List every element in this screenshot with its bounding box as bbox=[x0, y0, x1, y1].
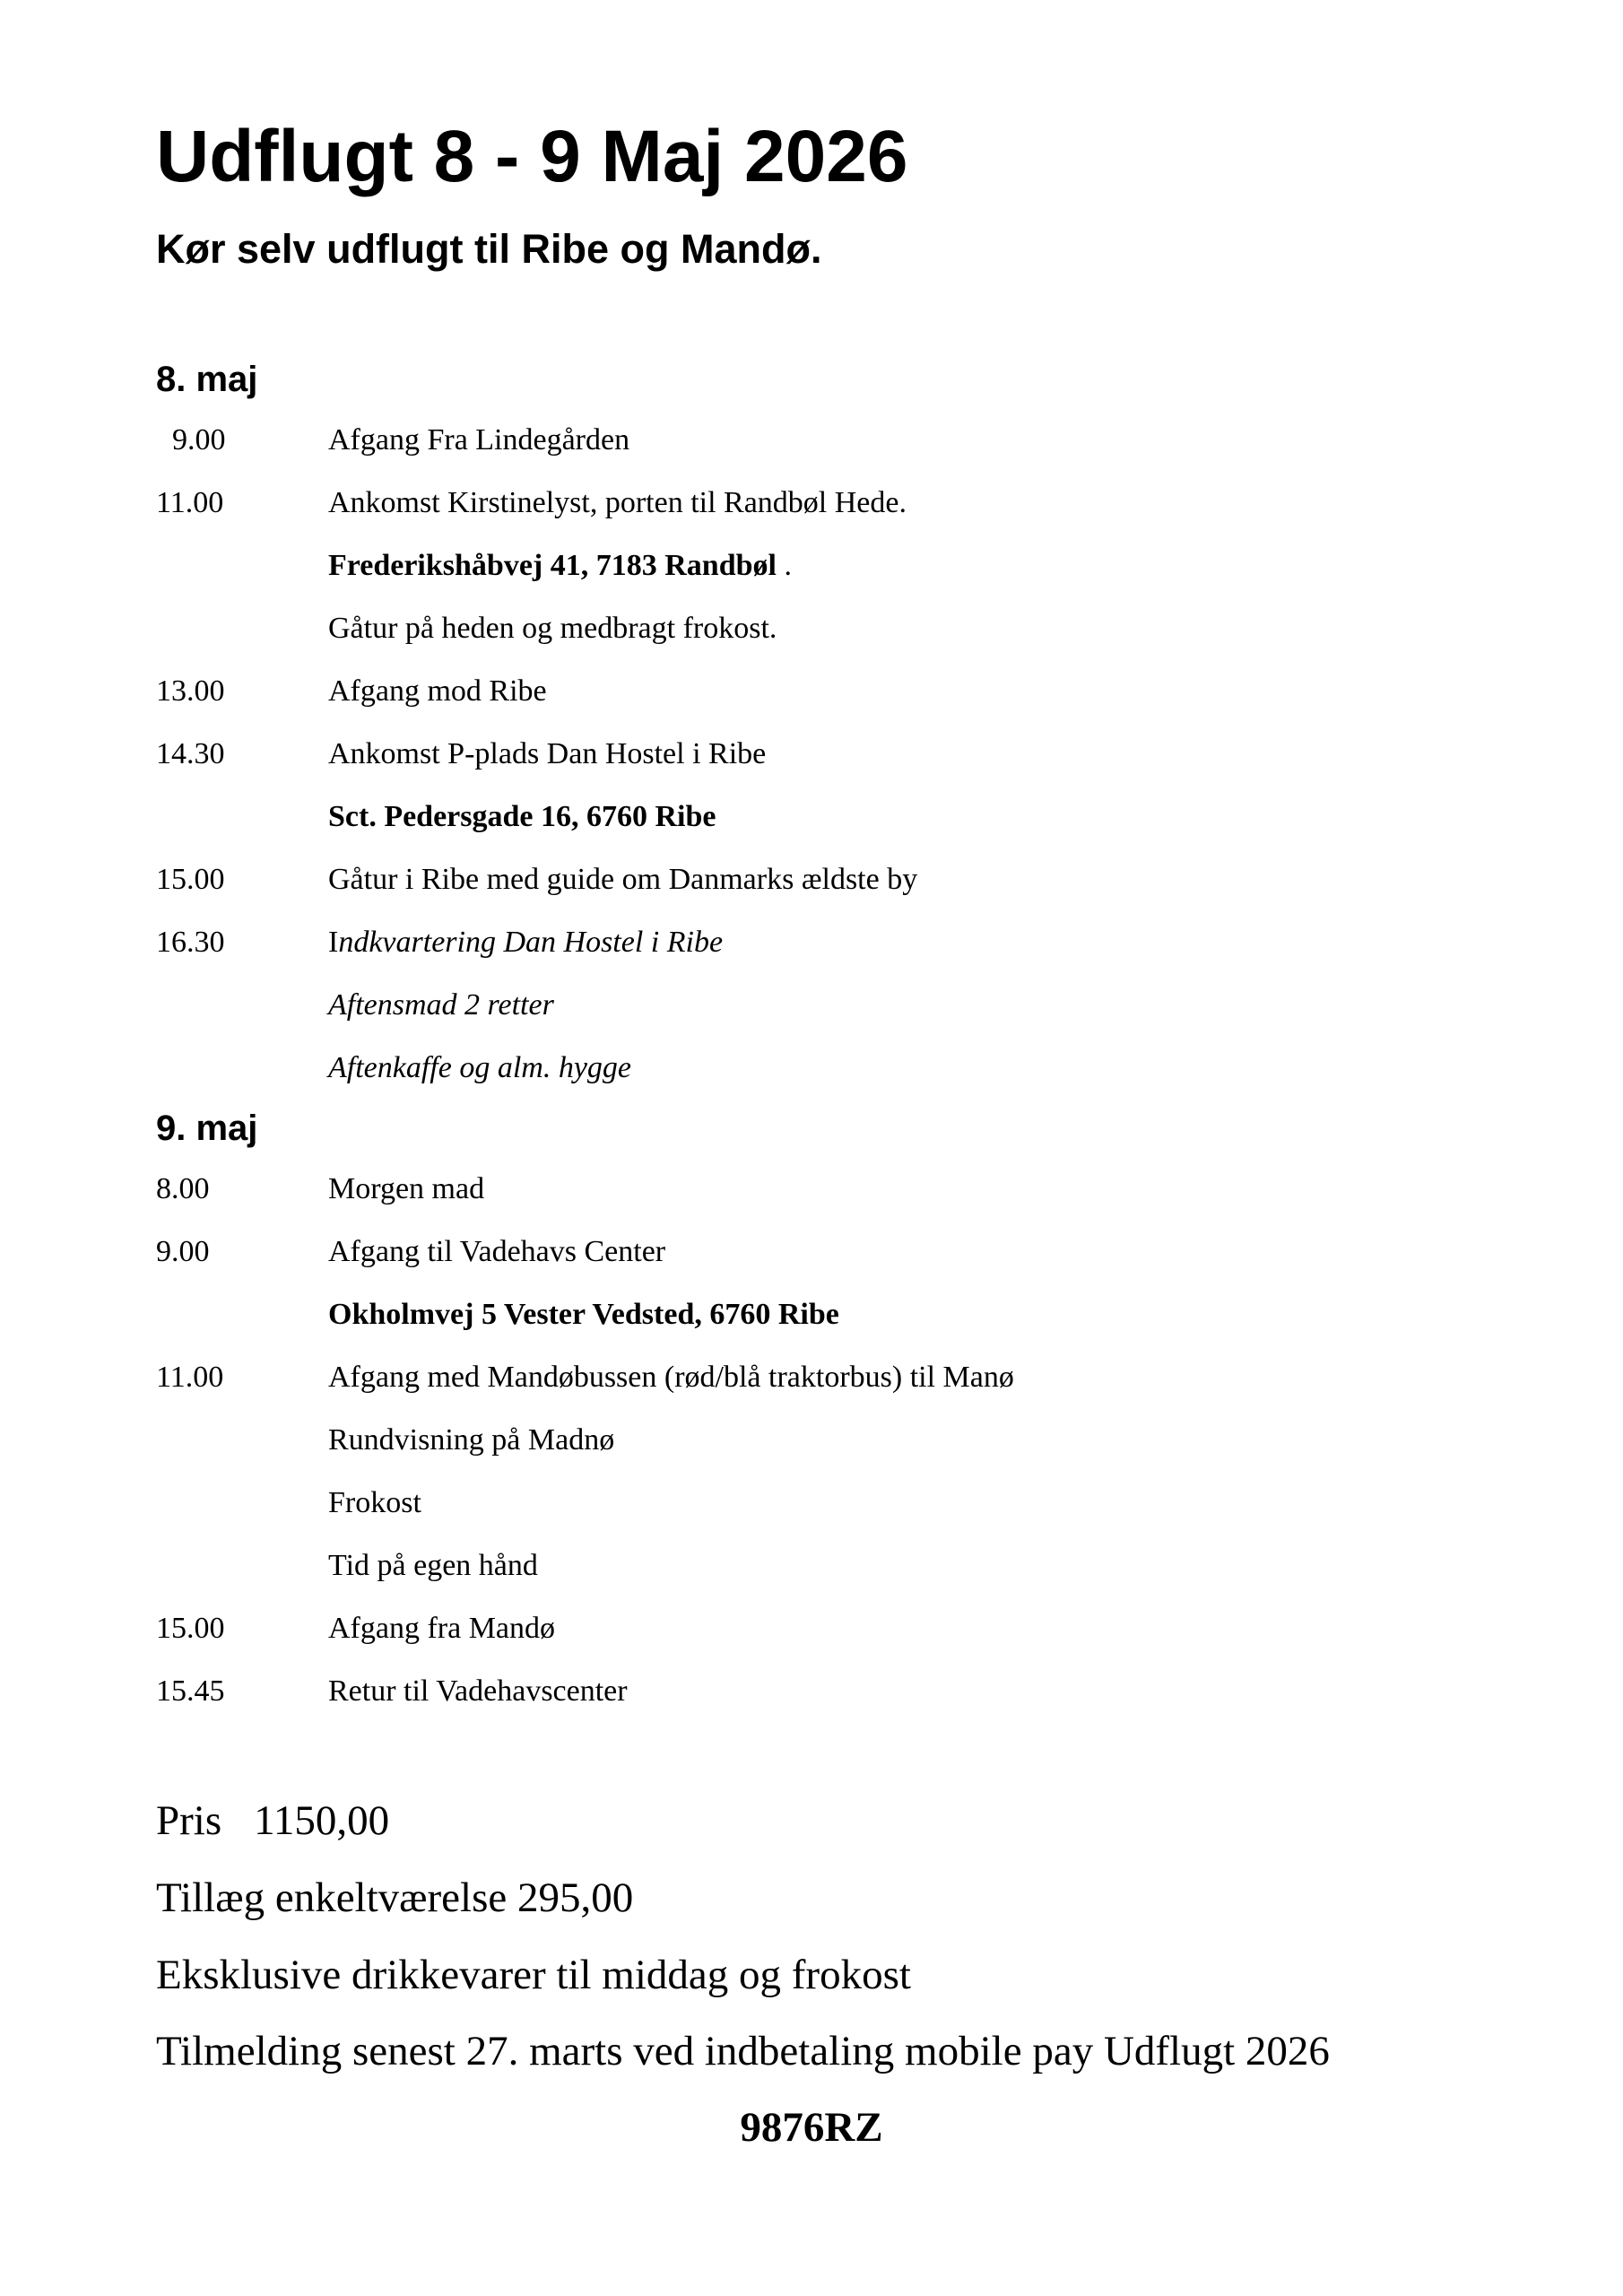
schedule-time: 9.00 bbox=[156, 1235, 210, 1268]
address-text: Okholmvej 5 Vester Vedsted, 6760 Ribe bbox=[328, 1298, 839, 1331]
schedule-row-address bbox=[156, 792, 1501, 842]
schedule-time: 14.30 bbox=[156, 737, 225, 770]
schedule-row bbox=[156, 1604, 1501, 1654]
address-text: Sct. Pedersgade 16, 6760 Ribe bbox=[328, 800, 716, 833]
schedule-text-prefix: I bbox=[328, 926, 339, 959]
schedule-row bbox=[156, 1164, 1501, 1214]
registration-note: Tilmelding senest 27. marts ved indbetaling mobile pay Udflugt 2026 bbox=[156, 2028, 1330, 2074]
address-line bbox=[328, 541, 792, 591]
schedule-text: Afgang mod Ribe bbox=[328, 674, 547, 708]
schedule-row bbox=[156, 604, 1501, 654]
schedule-text: Gåtur i Ribe med guide om Danmarks ældste by bbox=[328, 863, 918, 896]
schedule-text: Retur til Vadehavscenter bbox=[328, 1674, 628, 1708]
schedule-text: Rundvisning på Madnø bbox=[328, 1423, 615, 1457]
schedule-text: Aftenkaffe og alm. hygge bbox=[328, 1051, 632, 1084]
schedule-row bbox=[156, 918, 1501, 968]
drinks-note: Eksklusive drikkevarer til middag og frokost bbox=[156, 1952, 911, 1998]
schedule-text: Afgang med Mandøbussen (rød/blå traktorbus) til Manø bbox=[328, 1361, 1014, 1394]
schedule-time: 15.00 bbox=[156, 1612, 225, 1645]
schedule-row bbox=[156, 1666, 1501, 1717]
schedule-text bbox=[328, 918, 723, 968]
schedule-time: 9.00 bbox=[172, 423, 226, 457]
page-subtitle: Kør selv udflugt til Ribe og Mandø. bbox=[156, 226, 822, 272]
day-heading-1: 8. maj bbox=[156, 360, 258, 399]
schedule-row bbox=[156, 1478, 1501, 1528]
schedule-text-italic: ndkvartering Dan Hostel i Ribe bbox=[338, 926, 724, 959]
single-room-line: Tillæg enkeltværelse 295,00 bbox=[156, 1874, 634, 1921]
address-suffix: . bbox=[776, 549, 792, 582]
payment-code: 9876RZ bbox=[740, 2104, 883, 2151]
schedule-text: Afgang fra Mandø bbox=[328, 1612, 556, 1645]
schedule-text: Tid på egen hånd bbox=[328, 1549, 538, 1582]
schedule-time: 11.00 bbox=[156, 1361, 224, 1394]
schedule-time: 16.30 bbox=[156, 926, 225, 959]
schedule-time: 13.00 bbox=[156, 674, 225, 708]
page-title: Udflugt 8 - 9 Maj 2026 bbox=[156, 116, 908, 197]
schedule-text: Aftensmad 2 retter bbox=[328, 988, 554, 1022]
schedule-row bbox=[156, 1352, 1501, 1403]
schedule-row bbox=[156, 1043, 1501, 1093]
schedule-row bbox=[156, 415, 1501, 465]
schedule-time: 11.00 bbox=[156, 486, 224, 519]
schedule-row bbox=[156, 1227, 1501, 1277]
price-label: Pris bbox=[156, 1797, 222, 1844]
schedule-row bbox=[156, 478, 1501, 528]
schedule-text: Ankomst P-plads Dan Hostel i Ribe bbox=[328, 737, 767, 770]
schedule-row bbox=[156, 1415, 1501, 1465]
schedule-time: 15.00 bbox=[156, 863, 225, 896]
schedule-row bbox=[156, 1541, 1501, 1591]
schedule-time: 8.00 bbox=[156, 1172, 210, 1205]
schedule-row bbox=[156, 666, 1501, 717]
schedule-time: 15.45 bbox=[156, 1674, 225, 1708]
schedule-row-address bbox=[156, 1290, 1501, 1340]
price-line bbox=[156, 1789, 389, 1852]
day-heading-2: 9. maj bbox=[156, 1109, 258, 1148]
schedule-text: Afgang Fra Lindegården bbox=[328, 423, 630, 457]
schedule-text: Morgen mad bbox=[328, 1172, 485, 1205]
schedule-text: Gåtur på heden og medbragt frokost. bbox=[328, 612, 777, 645]
schedule-row-address bbox=[156, 541, 1501, 591]
address-text: Frederikshåbvej 41, 7183 Randbøl bbox=[328, 549, 777, 582]
schedule-text: Frokost bbox=[328, 1486, 421, 1519]
price-value: 1150,00 bbox=[254, 1797, 390, 1844]
schedule-row bbox=[156, 980, 1501, 1031]
schedule-row bbox=[156, 855, 1501, 905]
schedule-row bbox=[156, 729, 1501, 779]
schedule-text: Afgang til Vadehavs Center bbox=[328, 1235, 666, 1268]
schedule-text: Ankomst Kirstinelyst, porten til Randbøl Hede. bbox=[328, 486, 907, 519]
